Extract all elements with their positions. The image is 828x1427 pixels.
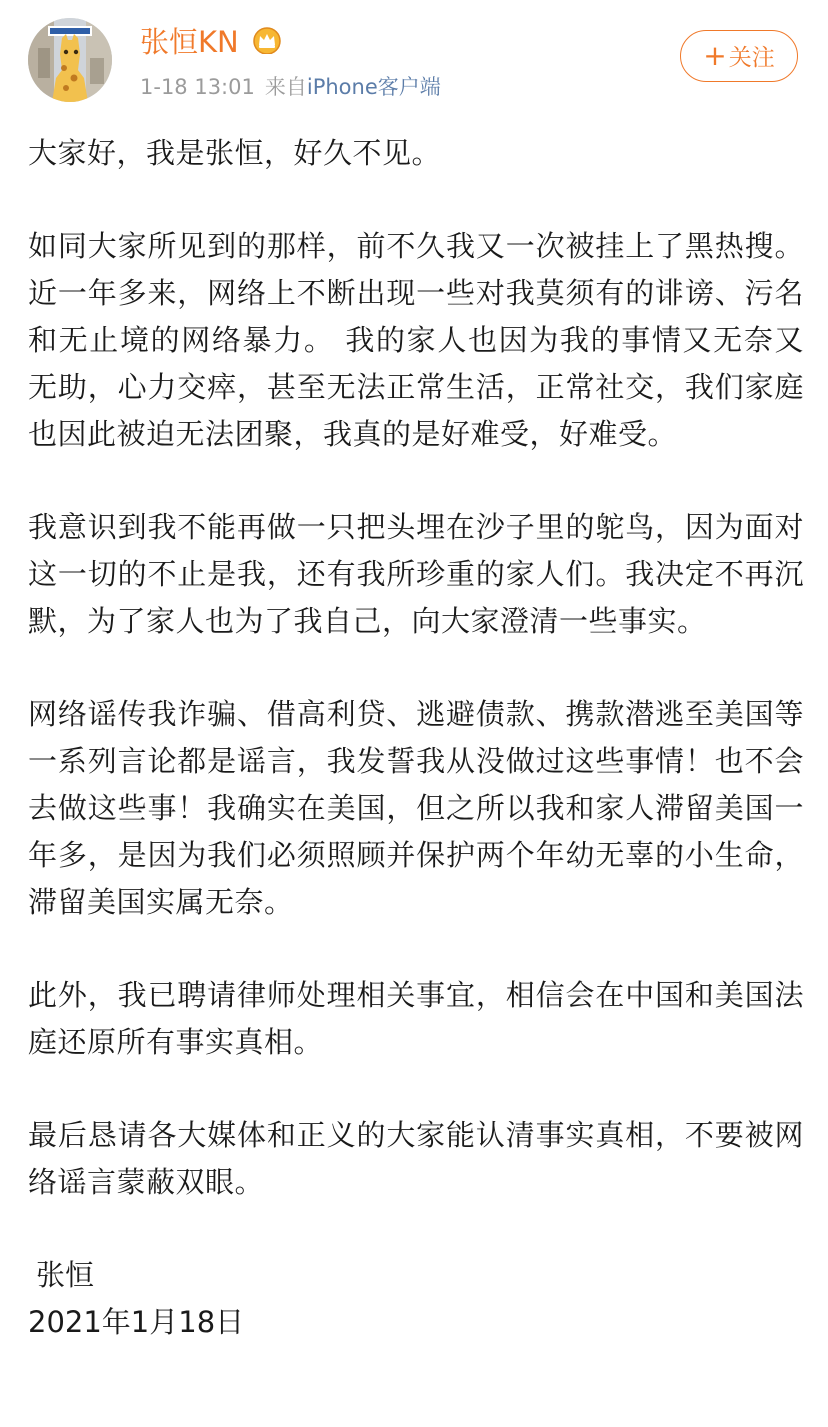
follow-label: 关注: [728, 45, 775, 71]
post-body: [28, 130, 804, 1346]
giraffe-avatar-icon: [28, 18, 112, 102]
post-meta: [140, 72, 441, 102]
post-source-client[interactable]: iPhone客户端: [306, 75, 441, 99]
post-header: [0, 0, 828, 120]
paragraph: 如同大家所见到的那样，前不久我又一次被挂上了黑热搜。近一年多来，网络上不断出现一些对我莫须有的诽谤、污名和无止境的网络暴力。 我的家人也因为我的事情又无奈又无助，心力交瘁，甚至无法正常生活，正常社交，我们家庭也因此被迫无法团聚，我真的是好难受，好难受。: [28, 229, 804, 451]
avatar[interactable]: [28, 18, 112, 102]
paragraph: 我意识到我不能再做一只把头埋在沙子里的鸵鸟，因为面对这一切的不止是我，还有我所珍重的家人们。我决定不再沉默，为了家人也为了我自己，向大家澄清一些事实。: [28, 510, 804, 638]
paragraph: 最后恳请各大媒体和正义的大家能认清事实真相，不要被网络谣言蒙蔽双眼。: [28, 1118, 804, 1199]
signature-date: 2021年1月18日: [28, 1305, 245, 1339]
signature-name: 张恒: [36, 1258, 95, 1292]
post-time: 1-18 13:01: [140, 75, 255, 99]
author-name-row[interactable]: [140, 24, 282, 62]
plus-icon: +: [703, 39, 727, 72]
author-name[interactable]: 张恒KN: [140, 25, 239, 59]
paragraph: 此外，我已聘请律师处理相关事宜，相信会在中国和美国法庭还原所有事实真相。: [28, 978, 804, 1059]
paragraph: 网络谣传我诈骗、借高利贷、逃避债款、携款潜逃至美国等一系列言论都是谣言，我发誓我从没做过这些事情！也不会去做这些事！我确实在美国，但之所以我和家人滞留美国一年多，是因为我们必须照顾并保护两个年幼无辜的小生命，滞留美国实属无奈。: [28, 697, 804, 919]
paragraph: 大家好，我是张恒，好久不见。: [28, 136, 442, 170]
follow-button[interactable]: [680, 30, 798, 82]
crown-icon: [252, 26, 282, 62]
post-source-prefix: 来自: [264, 75, 307, 99]
